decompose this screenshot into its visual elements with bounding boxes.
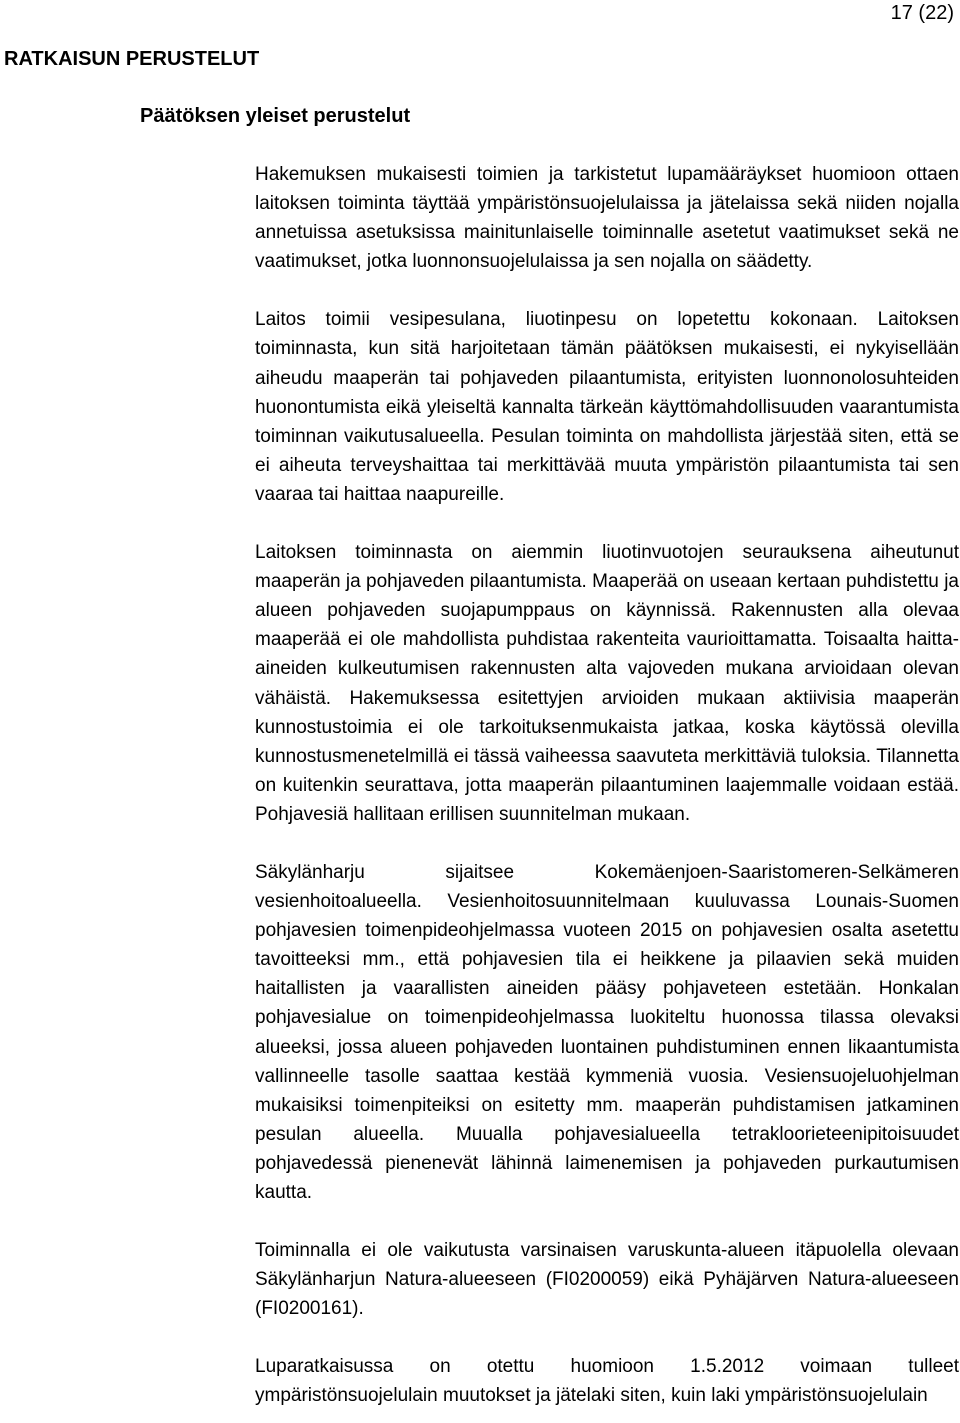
paragraph: Toiminnalla ei ole vaikutusta varsinaisen varuskunta-alueen itäpuolella olevaan Säkylänharjun Natura-alueeseen (FI0200059) eikä Pyhäjärven Natura-alueeseen (FI0200161). bbox=[255, 1240, 959, 1320]
paragraph: Laitoksen toiminnasta on aiemmin liuotinvuotojen seurauksena aiheutunut maaperän ja pohjaveden pilaantumista. Maaperää on useaan kertaan puhdistettu ja alueen pohjaveden suojapumppaus on käynnissä. Rakennusten alla olevaa maaperää ei ole mahdollista puhdistaa rakenteita vaurioittamatta. Toisaalta haitta-aineiden kulkeutumisen rakennusten alta vajoveden mukana arvioidaan olevan vähäistä. Hakemuksessa esitettyjen arvioiden mukaan aktiivisia maaperän kunnostustoimia ei ole tarkoituksenmukaista jatkaa, koska käytössä olevilla kunnostusmenetelmillä ei tässä vaiheessa saavuteta merkittäviä tuloksia. Tilannetta on kuitenkin seurattava, jotta maaperän pilaantuminen laajemmalle voidaan estää. Pohjavesiä hallitaan erillisen suunnitelman mukaan. bbox=[255, 542, 959, 825]
subsection-title: Päätöksen yleiset perustelut bbox=[140, 105, 411, 127]
paragraph: Säkylänharju sijaitsee Kokemäenjoen-Saaristomeren-Selkämeren vesienhoitoalueella. Vesienhoitosuunnitelmaan kuuluvassa Lounais-Suomen pohjavesien toimenpideohjelmassa vuoteen 2015 on pohjavesien osalta asetettu tavoitteeksi mm., että pohjavesien tila ei heikkene ja pilaavien sekä muiden haitallisten ja vaarallisten aineiden pääsy pohjaveteen estetään. Honkalan pohjavesialue on toimenpideohjelmassa luokiteltu huonossa tilassa olevaksi alueeksi, jossa alueen pohjaveden luontainen puhdistuminen ennen likaantumista vallinneelle tasolle saattaa kestää kymmeniä vuosia. Vesiensuojeluohjelman mukaisiksi toimenpiteiksi on esitetty mm. maaperän puhdistamisen jatkaminen pesulan alueella. Muualla pohjavesialueella tetrakloorieteenipitoisuudet pohjavedessä pienenevät lähinnä laimenemisen ja pohjaveden purkautumisen kautta. bbox=[255, 861, 959, 1203]
paragraph: Luparatkaisussa on otettu huomioon 1.5.2012 voimaan tulleet ympäristönsuojelulain muutokset ja jätelaki siten, kuin laki ympäristönsuojelulain bbox=[255, 1356, 959, 1407]
body-text bbox=[255, 160, 959, 1411]
section-title: RATKAISUN PERUSTELUT bbox=[4, 48, 260, 70]
paragraph: Hakemuksen mukaisesti toimien ja tarkistetut lupamääräykset huomioon ottaen laitoksen toiminta täyttää ympäristönsuojelulaissa ja jätelaissa sekä niiden nojalla annetuissa asetuksissa mainitunlaiselle toiminnalle asetetut vaatimukset sekä ne vaatimukset, jotka luonnonsuojelulaissa ja sen nojalla on säädetty. bbox=[255, 164, 959, 273]
paragraph: Laitos toimii vesipesulana, liuotinpesu on lopetettu kokonaan. Laitoksen toiminnasta, kun sitä harjoitetaan tämän päätöksen mukaisesti, ei nykyisellään aiheudu maaperän tai pohjaveden pilaantumista, erityisten luonnonolosuhteiden huonontumista eikä yleiseltä kannalta tärkeän käyttömahdollisuuden vaarantumista toiminnan vaikutusalueella. Pesulan toiminta on mahdollista järjestää siten, että se ei aiheuta terveyshaittaa tai merkittävää muuta ympäristön pilaantumista tai sen vaaraa tai haittaa naapureille. bbox=[255, 309, 959, 505]
page-number: 17 (22) bbox=[890, 2, 954, 24]
